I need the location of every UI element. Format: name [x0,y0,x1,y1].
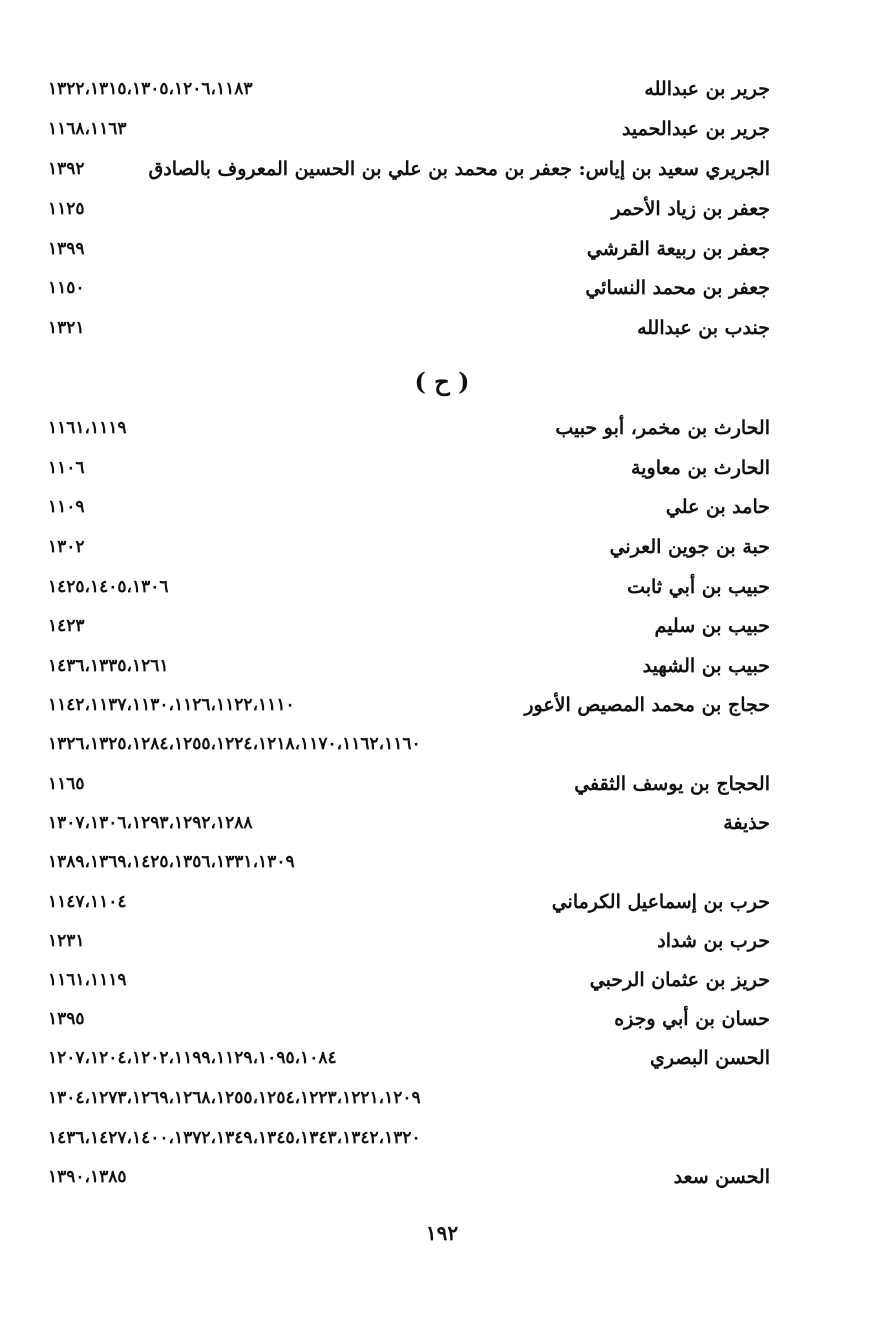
entry-name: جرير بن عبدالله [644,78,770,100]
entry-refs: ١٣٢٦،١٣٢٥،١٢٨٤،١٢٥٥،١٢٢٤،١٢١٨،١١٧٠،١١٦٢،١١٦٠ [48,734,421,754]
index-entry [40,767,770,801]
entry-name: حجاج بن محمد المصيص الأعور [524,694,770,716]
entry-refs: ١٣٨٩،١٣٦٩،١٤٢٥،١٣٥٦،١٣٣١،١٣٠٩ [48,852,295,872]
entry-name: جعفر بن محمد النسائي [585,277,770,299]
entry-name: جعفر بن ربيعة القرشي [586,238,770,260]
entry-refs: ١٣٢٢،١٣١٥،١٣٠٥،١٢٠٦،١١٨٣ [48,79,253,99]
entry-name: الحسن سعد [673,1166,770,1188]
index-entry [40,192,770,226]
entry-refs: ١٣٩٥ [48,1009,85,1029]
entry-name: حبيب بن أبي ثابت [627,576,770,598]
entry-name: جندب بن عبدالله [637,317,770,339]
entry-refs: ١١٢٥ [48,199,85,219]
index-entry [40,609,770,643]
entry-refs: ١٣٩٢ [48,159,85,179]
index-entry-continuation [40,1121,770,1155]
entry-refs: ١٣٢١ [48,318,85,338]
index-entry [40,530,770,564]
entry-refs: ١١٥٠ [48,278,85,298]
entry-refs: ١١٠٦ [48,458,85,478]
entry-name: حبيب بن سليم [654,615,770,637]
page-number: ١٩٢ [425,1221,459,1245]
index-entry [40,924,770,958]
index-entry [40,311,770,345]
entry-name: حامد بن علي [665,496,770,518]
entry-name: جعفر بن زياد الأحمر [611,198,770,220]
index-entry [40,649,770,683]
index-entry [40,451,770,485]
entry-name: الحجاج بن يوسف الثقفي [574,773,770,795]
index-entry [40,1002,770,1036]
entry-refs: ١٤٢٣ [48,616,85,636]
entry-name: الجريري سعيد بن إياس: جعفر بن محمد بن علي بن الحسين المعروف بالصادق [148,158,770,180]
index-entry [40,411,770,445]
entry-refs: ١١٦٥ [48,774,85,794]
entry-name: حبة بن جوين العرني [609,536,770,558]
entry-refs: ١٣٩٩ [48,239,85,259]
entry-refs: ١٢٣١ [48,931,85,951]
entry-refs: ١٤٢٥،١٤٠٥،١٣٠٦ [48,577,169,597]
index-entry [40,232,770,266]
index-entry [40,688,770,722]
entry-refs: ١١٦١،١١١٩ [48,418,127,438]
entry-refs: ١١٤٧،١١٠٤ [48,892,127,912]
index-entry [40,271,770,305]
entry-name: الحارث بن معاوية [631,457,770,479]
index-entry-continuation [40,727,770,761]
section-heading: ( ح ) [414,367,470,396]
index-entry [40,1041,770,1075]
entry-name: حرب بن شداد [657,930,770,952]
entry-name: الحارث بن مخمر، أبو حبيب [555,417,770,439]
entry-name: حبيب بن الشهيد [642,655,770,677]
index-entry [40,152,770,186]
index-entry-continuation [40,845,770,879]
entry-refs: ١٣٠٧،١٣٠٦،١٢٩٣،١٢٩٢،١٢٨٨ [48,813,253,833]
entry-refs: ١١٦١،١١١٩ [48,970,127,990]
entry-name: حريز بن عثمان الرحبي [589,969,770,991]
entry-refs: ١١٦٨،١١٦٣ [48,119,127,139]
index-entry [40,112,770,146]
entry-refs: ١١٠٩ [48,497,85,517]
index-entry [40,490,770,524]
index-entry [40,885,770,919]
index-entry [40,963,770,997]
entry-name: حرب بن إسماعيل الكرماني [551,891,770,913]
entry-refs: ١٣٠٤،١٢٧٣،١٢٦٩،١٢٦٨،١٢٥٥،١٢٥٤،١٢٢٣،١٢٢١،١٢٠٩ [48,1088,421,1108]
entry-name: الحسن البصري [650,1047,770,1069]
entry-name: جرير بن عبدالحميد [621,118,770,140]
entry-refs: ١٣٩٠،١٣٨٥ [48,1167,127,1187]
entry-name: حسان بن أبي وجزه [614,1008,770,1030]
entry-name: حذيفة [723,812,770,834]
entry-refs: ١٣٠٢ [48,537,85,557]
entry-refs: ١١٤٢،١١٣٧،١١٣٠،١١٢٦،١١٢٢،١١١٠ [48,695,295,715]
entry-refs: ١٤٣٦،١٣٣٥،١٢٦١ [48,656,169,676]
index-entry [40,72,770,106]
entry-refs: ١٢٠٧،١٢٠٤،١٢٠٢،١١٩٩،١١٢٩،١٠٩٥،١٠٨٤ [48,1048,337,1068]
index-entry [40,806,770,840]
index-entry-continuation [40,1081,770,1115]
index-entry [40,570,770,604]
entry-refs: ١٤٣٦،١٤٢٧،١٤٠٠،١٣٧٢،١٣٤٩،١٣٤٥،١٣٤٣،١٣٤٢،١٣٢٠ [48,1128,421,1148]
index-entry [40,1160,770,1194]
